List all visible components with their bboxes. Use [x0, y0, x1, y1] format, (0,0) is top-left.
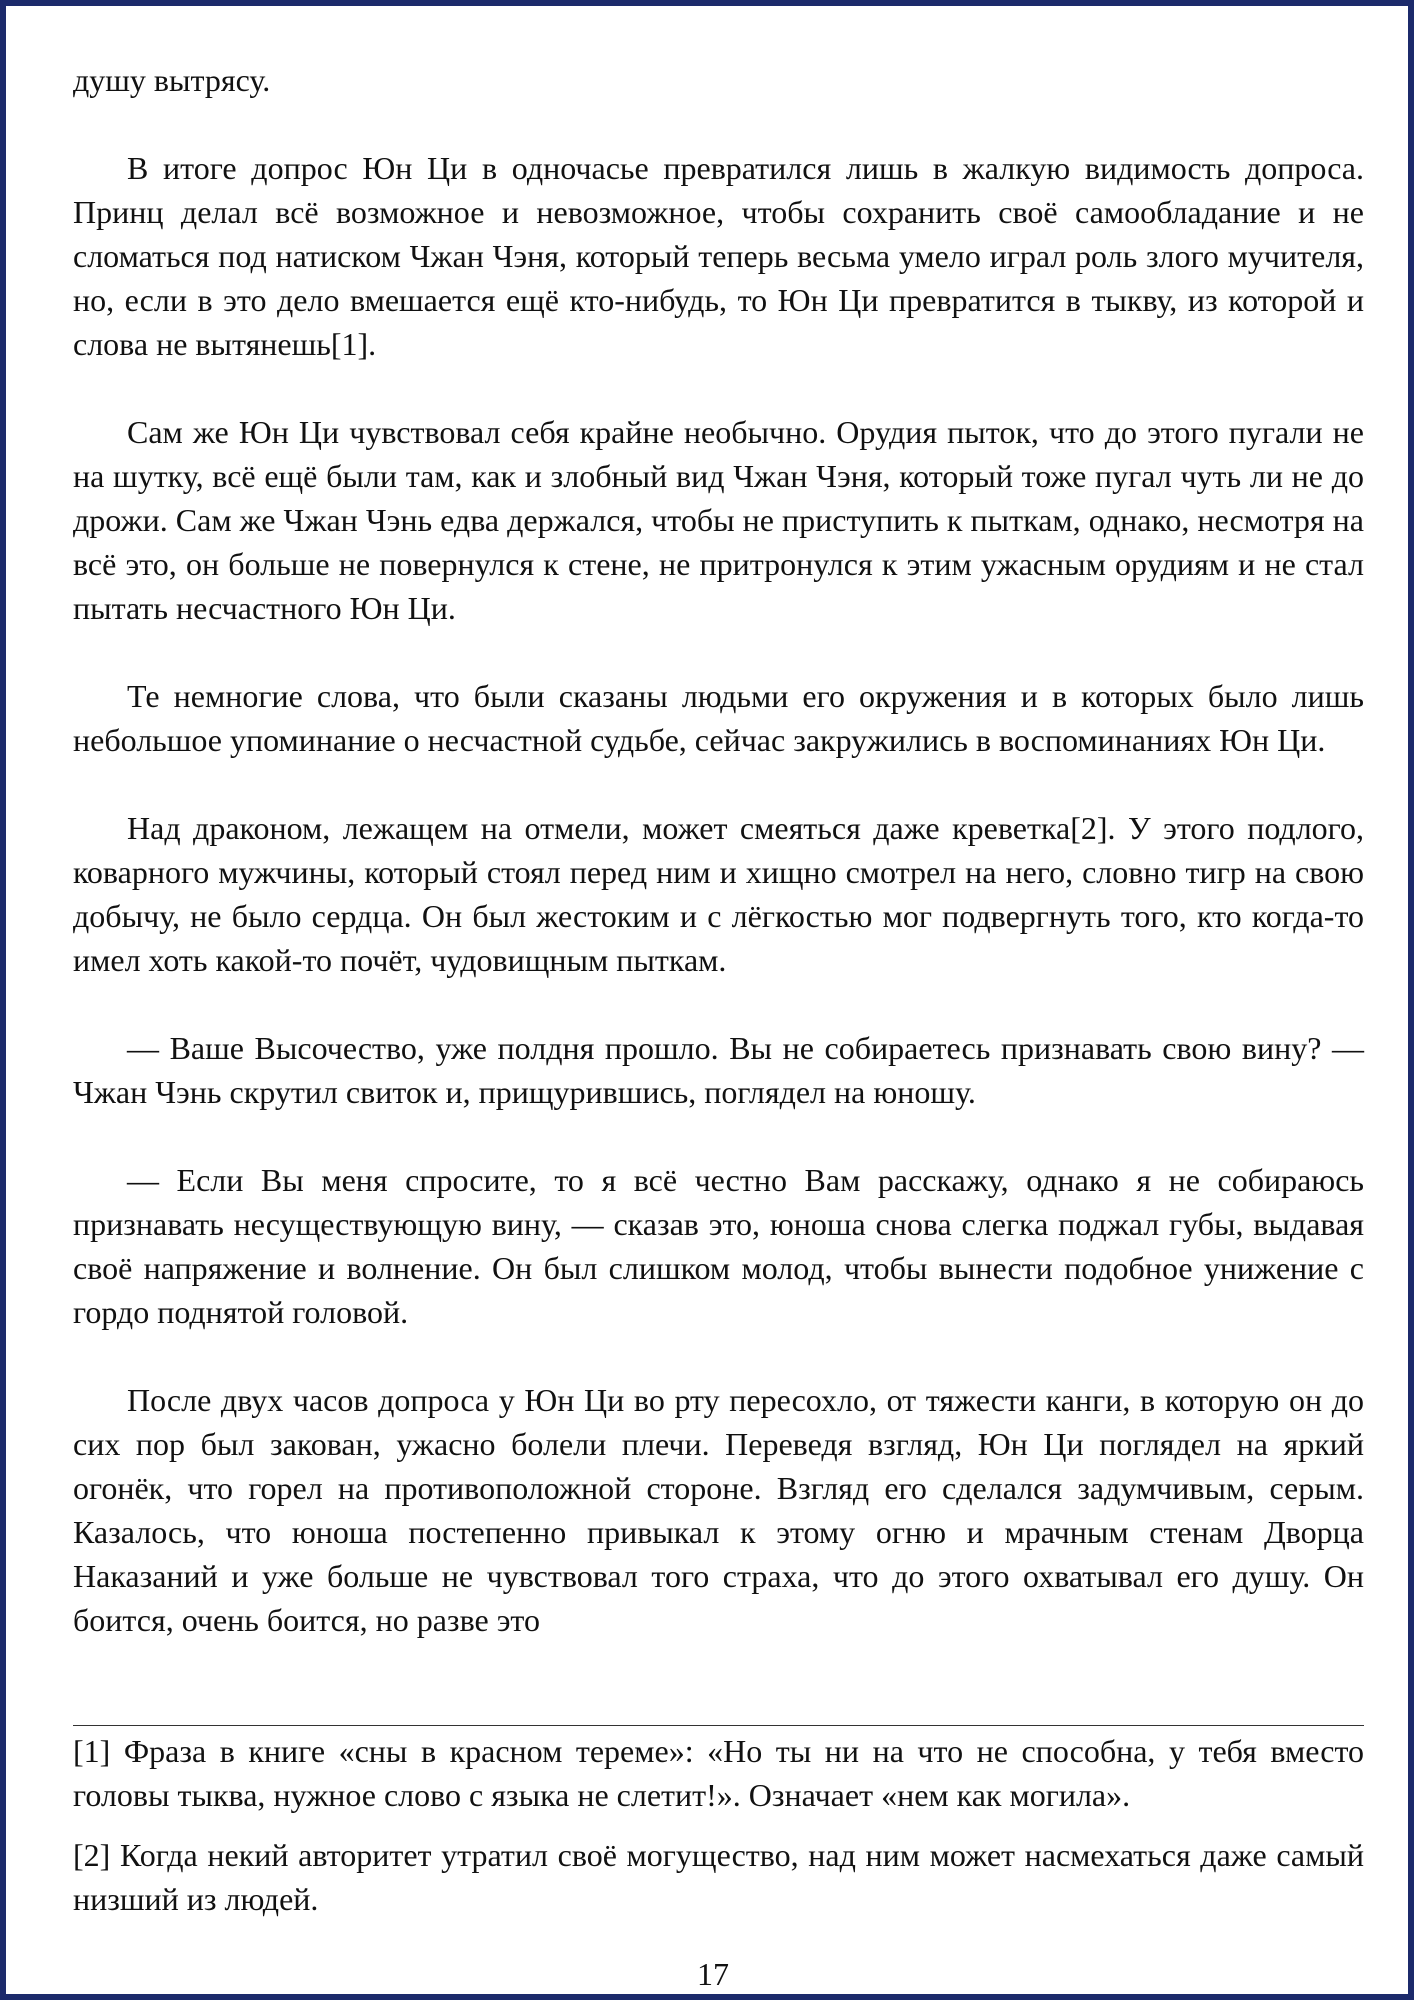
paragraph-continuation: душу вытрясу.: [73, 62, 271, 98]
paragraph: Те немногие слова, что были сказаны людьми его окружения и в которых было лишь небольшое упоминание о несчастной судьбе, сейчас закружились в воспоминаниях Юн Ци.: [73, 678, 1364, 758]
footnote-2: [2] Когда некий авторитет утратил своё могущество, над ним может насмехаться даже самый низший из людей.: [73, 1837, 1364, 1917]
paragraph: После двух часов допроса у Юн Ци во рту пересохло, от тяжести канги, в которую он до сих пор был закован, ужасно болели плечи. Переведя взгляд, Юн Ци поглядел на яркий огонёк, что горел на противоположной стороне. Взгляд его сделался задумчивым, серым. Казалось, что юноша постепенно привыкал к этому огню и мрачным стенам Дворца Наказаний и уже больше не чувствовал того страха, что до этого охватывал его душу. Он боится, очень боится, но разве это: [73, 1382, 1364, 1638]
paragraph: В итоге допрос Юн Ци в одночасье превратился лишь в жалкую видимость допроса. Принц делал всё возможное и невозможное, чтобы сохранить своё самообладание и не сломаться под натиском Чжан Чэня, который теперь весьма умело играл роль злого мучителя, но, если в это дело вмешается ещё кто-нибудь, то Юн Ци превратится в тыкву, из которой и слова не вытянешь[1].: [73, 150, 1364, 362]
dialogue-paragraph: — Ваше Высочество, уже полдня прошло. Вы не собираетесь признавать свою вину? — Чжан Чэнь скрутил свиток и, прищурившись, поглядел на юношу.: [73, 1030, 1364, 1110]
page-number: 17: [697, 1956, 729, 1992]
footnotes: [73, 1729, 1364, 1937]
paragraph: Сам же Юн Ци чувствовал себя крайне необычно. Орудия пыток, что до этого пугали не на шутку, всё ещё были там, как и злобный вид Чжан Чэня, который тоже пугал чуть ли не до дрожи. Сам же Чжан Чэнь едва держался, чтобы не приступить к пыткам, однако, несмотря на всё это, он больше не повернулся к стене, не притронулся к этим ужасным орудиям и не стал пытать несчастного Юн Ци.: [73, 414, 1364, 626]
footnote-1: [1] Фраза в книге «сны в красном тереме»: «Но ты ни на что не способна, у тебя вместо головы тыква, нужное слово с языка не слетит!». Означает «нем как могила».: [73, 1733, 1364, 1813]
footnote-divider: [73, 1725, 1364, 1726]
body-text: [73, 58, 1364, 1642]
dialogue-paragraph: — Если Вы меня спросите, то я всё честно Вам расскажу, однако я не собираюсь признавать несуществующую вину, — сказав это, юноша снова слегка поджал губы, выдавая своё напряжение и волнение. Он был слишком молод, чтобы вынести подобное унижение с гордо поднятой головой.: [73, 1162, 1364, 1330]
paragraph: Над драконом, лежащем на отмели, может смеяться даже креветка[2]. У этого подлого, коварного мужчины, который стоял перед ним и хищно смотрел на него, словно тигр на свою добычу, не было сердца. Он был жестоким и с лёгкостью мог подвергнуть того, кто когда-то имел хоть какой-то почёт, чудовищным пыткам.: [73, 810, 1364, 978]
